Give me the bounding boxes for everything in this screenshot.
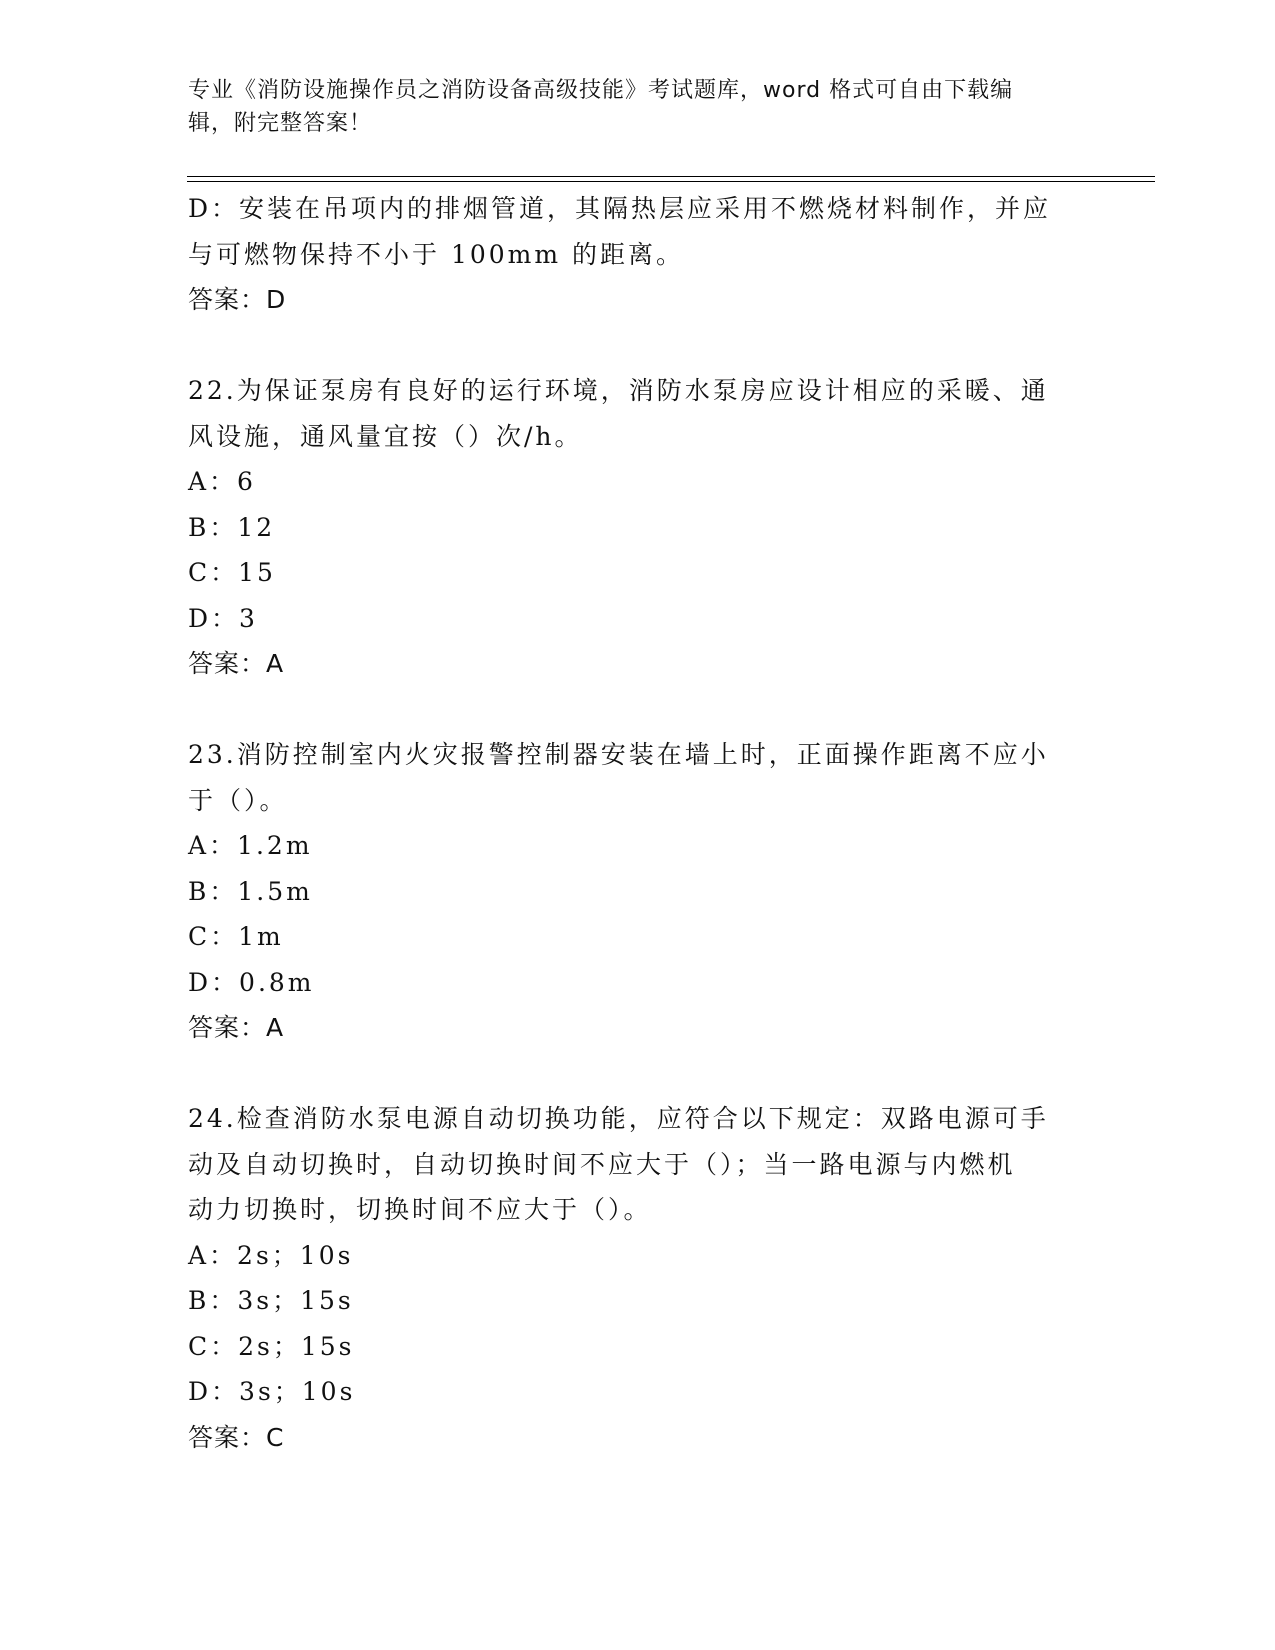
- spacer: [188, 323, 1088, 369]
- option-b: B：3s；15s: [188, 1286, 354, 1315]
- header-divider-bottom: [187, 181, 1155, 182]
- option-c: C：15: [188, 558, 276, 587]
- document-header: [188, 74, 1078, 140]
- header-divider-top: [187, 176, 1155, 177]
- question-text: 于（）。: [188, 785, 288, 815]
- question-23: [188, 732, 1088, 1051]
- option-d: D：0.8m: [188, 967, 315, 997]
- header-line-2: 辑，附完整答案！: [188, 111, 373, 136]
- option-d: D：3s；10s: [188, 1377, 356, 1406]
- option-text: D：安装在吊项内的排烟管道，其隔热层应采用不燃烧材料制作，并应: [188, 194, 1052, 223]
- question-text: 23.消防控制室内火灾报警控制器安装在墙上时，正面操作距离不应小: [188, 740, 1049, 769]
- question-24: [188, 1096, 1088, 1460]
- option-a: A：1.2m: [188, 831, 313, 860]
- option-c: C：1m: [188, 922, 284, 951]
- answer-text: 答案：D: [188, 285, 287, 314]
- answer-text: 答案：C: [188, 1422, 285, 1452]
- answer-text: 答案：A: [188, 649, 285, 678]
- question-text: 动力切换时，切换时间不应大于（）。: [188, 1195, 652, 1224]
- question-text: 22.为保证泵房有良好的运行环境，消防水泵房应设计相应的采暖、通: [188, 376, 1049, 405]
- question-22: [188, 368, 1088, 687]
- option-b: B：12: [188, 512, 276, 542]
- option-c: C：2s；15s: [188, 1331, 355, 1361]
- spacer: [188, 1051, 1088, 1097]
- option-b: B：1.5m: [188, 876, 313, 906]
- option-a: A：6: [188, 467, 256, 496]
- answer-text: 答案：A: [188, 1013, 285, 1042]
- spacer: [188, 687, 1088, 733]
- option-a: A：2s；10s: [188, 1240, 354, 1270]
- document-body: [188, 186, 1088, 1460]
- question-fragment: [188, 186, 1088, 323]
- question-text: 24.检查消防水泵电源自动切换功能，应符合以下规定：双路电源可手: [188, 1104, 1049, 1133]
- question-text: 风设施，通风量宜按（）次/h。: [188, 421, 583, 451]
- option-d: D：3: [188, 603, 258, 633]
- header-line-1: 专业《消防设施操作员之消防设备高级技能》考试题库，word 格式可自由下载编: [188, 78, 1014, 103]
- question-text: 动及自动切换时，自动切换时间不应大于（）；当一路电源与内燃机: [188, 1149, 1016, 1179]
- option-text: 与可燃物保持不小于 100mm 的距离。: [188, 239, 685, 269]
